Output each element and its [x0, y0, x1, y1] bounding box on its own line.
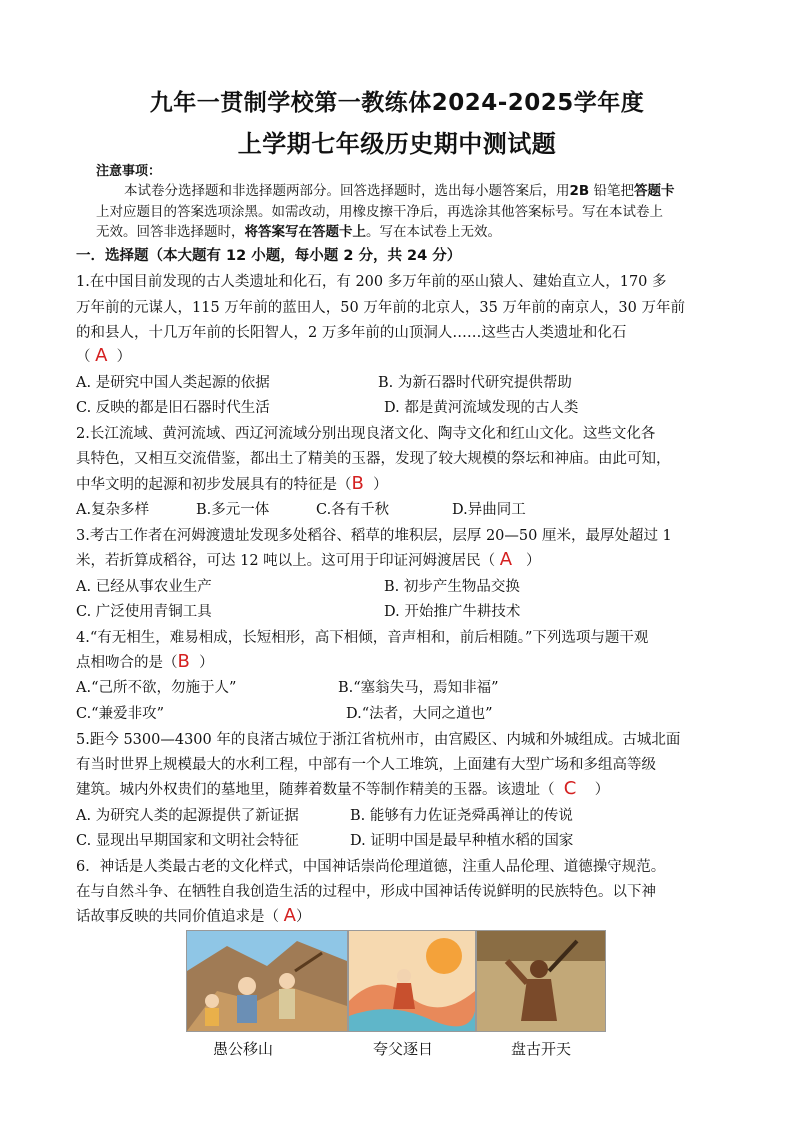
q5-option-b: B. 能够有力佐证尧舜禹禅让的传说	[350, 808, 573, 824]
q5-answer: C	[563, 778, 577, 799]
section-title: 一．选择题（本大题有 12 小题，每小题 2 分，共 24 分）	[76, 248, 462, 264]
q2-stem-text: 中华文明的起源和初步发展具有的特征是（	[76, 477, 352, 493]
q4-stem-text: 点相吻合的是（	[76, 655, 178, 671]
notice-text: 。写在本试卷上无效。	[366, 224, 501, 240]
q1-stem-line2: 万年前的元谋人，115 万年前的蓝田人，50 万年前的北京人，35 万年前的南京人，30 万年前	[76, 300, 685, 316]
q6-stem-line1: 6．神话是人类最古老的文化样式，中国神话崇尚伦理道德，注重人品伦理、道德操守规范。	[76, 859, 666, 875]
q5-stem-line2: 有当时世界上规模最大的水利工程，中部有一个人工堆筑，上面建有大型广场和多组高等级	[76, 757, 656, 773]
q4-option-d: D.“法者，大同之道也”	[346, 706, 493, 722]
notice-line-2: 上对应题目的答案选项涂黑。如需改动，用橡皮擦干净后，再选涂其他答案标号。写在本试卷上	[96, 204, 663, 220]
paren: ）	[199, 655, 214, 671]
notice-text: 本试卷分选择题和非选择题两部分。回答选择题时，选出每小题答案后，用	[124, 183, 570, 199]
q1-option-b: B. 为新石器时代研究提供帮助	[378, 375, 572, 391]
exam-title-line2: 上学期七年级历史期中测试题	[237, 130, 557, 158]
notice-bold: 将答案写在答题卡上	[244, 224, 366, 240]
q1-option-d: D. 都是黄河流域发现的古人类	[384, 400, 579, 416]
paren: ）	[116, 349, 132, 365]
q4-option-c: C.“兼爱非攻”	[76, 706, 165, 722]
q5-option-c: C. 显现出早期国家和文明社会特征	[76, 833, 299, 849]
yugong-illustration-icon	[187, 931, 347, 1031]
q3-stem-line2	[76, 550, 736, 571]
q2-stem-line1: 2.长江流域、黄河流域、西辽河流域分别出现良渚文化、陶寺文化和红山文化。这些文化各	[76, 426, 656, 442]
paren: ）	[525, 553, 541, 569]
notice-heading: 注意事项：	[96, 164, 162, 179]
notice-line-3	[96, 222, 756, 242]
q4-stem-line2	[76, 652, 736, 673]
notice-line-1	[124, 181, 784, 201]
q3-option-b: B. 初步产生物品交换	[384, 579, 520, 595]
q5-stem-line1: 5.距今 5300—4300 年的良渚古城位于浙江省杭州市，由宫殿区、内城和外城组成。古城北面	[76, 732, 681, 748]
q5-option-d: D. 证明中国是最早种植水稻的国家	[350, 833, 574, 849]
yugong-picture	[186, 930, 348, 1032]
paren: ）	[594, 782, 610, 798]
q1-option-a: A. 是研究中国人类起源的依据	[76, 375, 270, 391]
q6-stem-text: 话故事反映的共同价值追求是（	[76, 909, 279, 925]
notice-bold: 2B	[569, 183, 590, 199]
pangu-picture	[476, 930, 606, 1032]
paren: （	[76, 349, 91, 365]
q5-option-a: A. 为研究人类的起源提供了新证据	[76, 808, 299, 824]
q4-stem-line1: 4.“有无相生，难易相成，长短相形，高下相倾，音声相和，前后相随。”下列选项与题干观	[76, 630, 649, 646]
q5-stem-text: 建筑。城内外权贵们的墓地里，随葬着数量不等制作精美的玉器。该遗址（	[76, 782, 555, 798]
caption-pangu: 盘古开天	[510, 1040, 571, 1058]
q4-option-b: B.“塞翁失马，焉知非福”	[338, 680, 499, 696]
q2-option-b: B.多元一体	[196, 502, 270, 518]
exam-title-line1: 九年一贯制学校第一教练体2024-2025学年度	[149, 90, 645, 116]
q3-option-d: D. 开始推广牛耕技术	[384, 604, 521, 620]
paren: ）	[373, 477, 388, 493]
q3-stem-text: 米，若折算成稻谷，可达 12 吨以上。这可用于印证河姆渡居民（	[76, 553, 496, 569]
q3-stem-line1: 3.考古工作者在河姆渡遗址发现多处稻谷、稻草的堆积层，层厚 20—50 厘米，最厚处超过 1	[76, 528, 672, 544]
q3-option-c: C. 广泛使用青铜工具	[76, 604, 212, 620]
q1-option-c: C. 反映的都是旧石器时代生活	[76, 400, 270, 416]
q4-option-a: A.“己所不欲，勿施于人”	[76, 680, 237, 696]
q4-answer: B	[177, 651, 190, 672]
q2-option-a: A.复杂多样	[76, 502, 150, 518]
kuafu-illustration-icon	[349, 931, 475, 1031]
q5-stem-line3	[76, 779, 736, 800]
caption-kuafu: 夸父逐日	[372, 1040, 433, 1058]
q6-stem-line2: 在与自然斗争、在牺牲自我创造生活的过程中，形成中国神话传说鲜明的民族特色。以下神	[76, 884, 656, 900]
q3-option-a: A. 已经从事农业生产	[76, 579, 212, 595]
q2-answer: B	[351, 473, 364, 494]
q6-stem-line3	[76, 906, 736, 927]
paren: ）	[295, 909, 311, 925]
q3-answer: A	[499, 549, 513, 570]
q1-stem-line1: 1.在中国目前发现的古人类遗址和化石，有 200 多万年前的巫山猿人、建始直立人，170 多	[76, 274, 667, 290]
caption-yugong: 愚公移山	[212, 1040, 273, 1058]
q6-answer: A	[283, 905, 296, 926]
kuafu-picture	[348, 930, 476, 1032]
notice-bold: 答题卡	[633, 183, 675, 199]
notice-text: 无效。回答非选择题时，	[96, 224, 245, 240]
q2-option-d: D.异曲同工	[452, 502, 526, 518]
q2-stem-line3	[76, 474, 736, 495]
pangu-illustration-icon	[477, 931, 605, 1031]
q1-answer-line	[76, 346, 736, 367]
q2-option-c: C.各有千秋	[316, 502, 390, 518]
q1-answer: A	[95, 345, 108, 366]
q1-stem-line3: 的和县人，十几万年前的长阳智人，2 万多年前的山顶洞人……这些古人类遗址和化石	[76, 325, 627, 341]
notice-text: 铅笔把	[589, 183, 634, 199]
q2-stem-line2: 具特色，又相互交流借鉴，都出土了精美的玉器，发现了较大规模的祭坛和神庙。由此可知，	[76, 451, 671, 467]
